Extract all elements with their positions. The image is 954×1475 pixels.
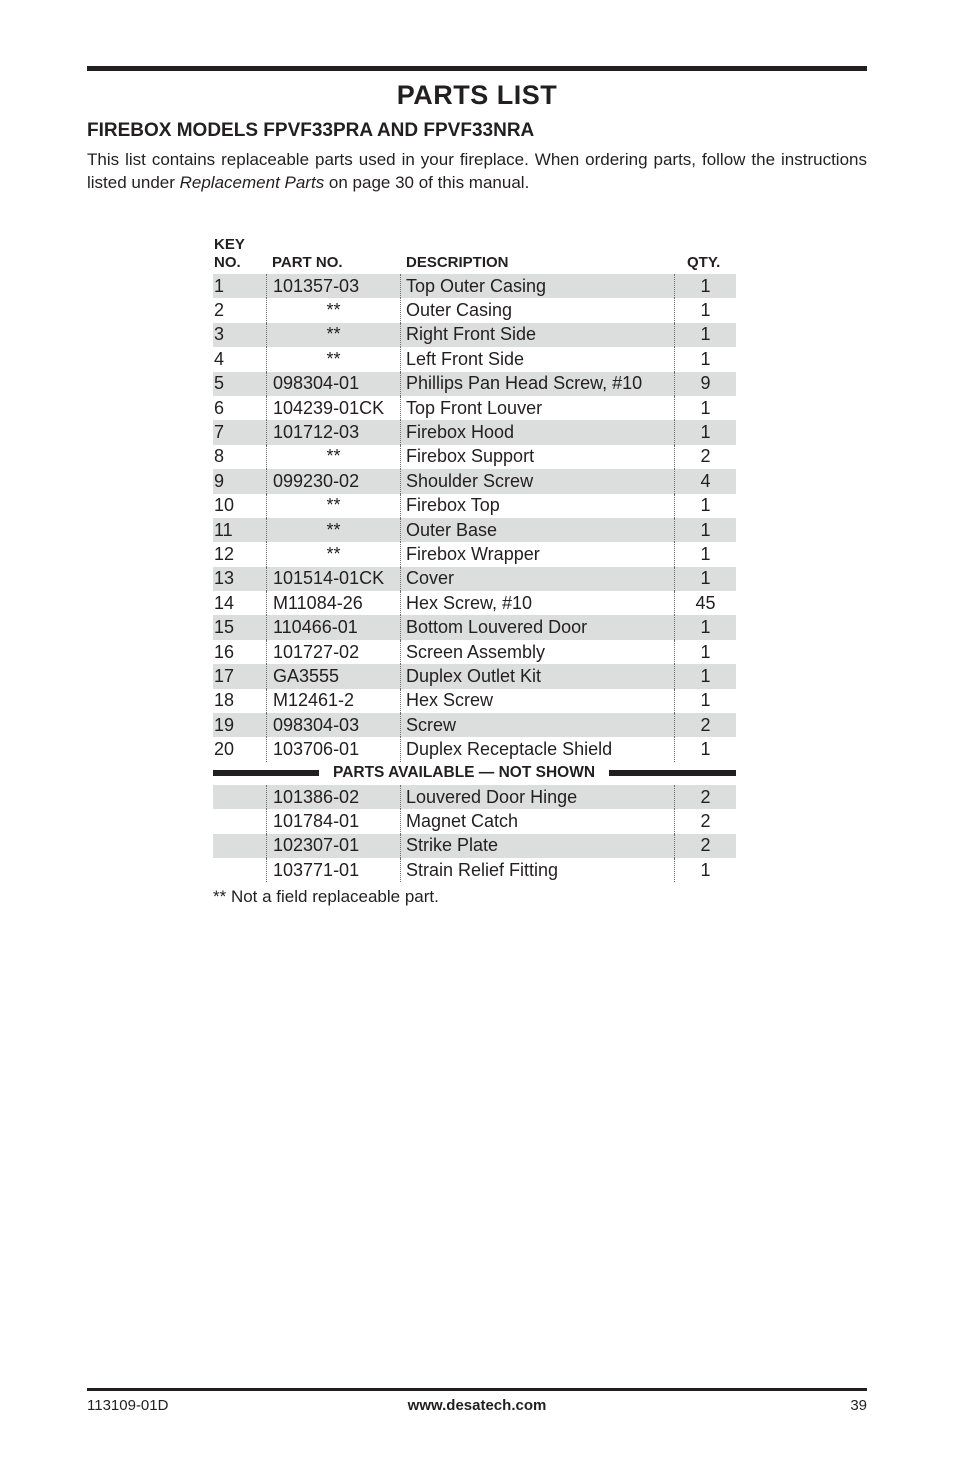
description-cell: Magnet Catch: [400, 809, 674, 833]
part-no-cell: 104239-01CK: [266, 396, 400, 420]
description-cell: Top Outer Casing: [400, 274, 674, 298]
table-row: [213, 591, 736, 615]
description-cell: Hex Screw, #10: [400, 591, 674, 615]
description-cell: Duplex Receptacle Shield: [400, 737, 674, 761]
table-row: [213, 664, 736, 688]
part-no-cell: 101784-01: [266, 809, 400, 833]
part-no-cell: 101357-03: [266, 274, 400, 298]
table-row: [213, 858, 736, 882]
description-cell: Strain Relief Fitting: [400, 858, 674, 882]
part-no-cell: **: [266, 298, 400, 322]
table-row: [213, 298, 736, 322]
intro-paragraph: [87, 148, 867, 194]
description-cell: Louvered Door Hinge: [400, 785, 674, 809]
table-row: [213, 809, 736, 833]
qty-cell: 1: [674, 689, 736, 713]
description-cell: Firebox Top: [400, 494, 674, 518]
key-no-cell: 2: [214, 300, 225, 321]
qty-cell: 1: [674, 274, 736, 298]
qty-cell: 9: [674, 372, 736, 396]
key-no-cell: [213, 809, 266, 833]
qty-cell: 1: [674, 858, 736, 882]
key-no-cell: 5: [214, 373, 225, 394]
table-row: [213, 420, 736, 444]
website: www.desatech.com: [407, 1397, 547, 1414]
parts-rows: [213, 274, 736, 762]
table-row: [213, 689, 736, 713]
table-row: [213, 567, 736, 591]
part-no-cell: **: [266, 347, 400, 371]
part-no-cell: 101386-02: [266, 785, 400, 809]
page-number: 39: [850, 1397, 867, 1414]
part-no-cell: **: [266, 542, 400, 566]
description-cell: Outer Casing: [400, 298, 674, 322]
footnote: ** Not a field replaceable part.: [213, 887, 439, 907]
qty-cell: 1: [674, 420, 736, 444]
header-key-line1: KEY: [214, 236, 245, 253]
description-cell: Firebox Wrapper: [400, 542, 674, 566]
not-shown-rows: [213, 785, 736, 883]
part-no-cell: 110466-01: [266, 615, 400, 639]
key-no-cell: 13: [214, 568, 235, 589]
part-no-cell: 101712-03: [266, 420, 400, 444]
table-row: [213, 323, 736, 347]
description-cell: Cover: [400, 567, 674, 591]
description-cell: Bottom Louvered Door: [400, 615, 674, 639]
qty-cell: 1: [674, 640, 736, 664]
qty-cell: 2: [674, 809, 736, 833]
header-description: DESCRIPTION: [406, 254, 509, 271]
key-no-cell: [213, 858, 266, 882]
key-no-cell: 9: [214, 470, 225, 491]
bottom-rule: [87, 1388, 867, 1391]
header-key-line2: NO.: [214, 254, 241, 271]
key-no-cell: 10: [214, 495, 235, 516]
description-cell: Strike Plate: [400, 834, 674, 858]
description-cell: Hex Screw: [400, 689, 674, 713]
table-row: [213, 494, 736, 518]
key-no-cell: 11: [214, 519, 233, 540]
part-no-cell: M11084-26: [266, 591, 400, 615]
intro-text-end: on page 30 of this manual.: [324, 173, 530, 192]
table-row: [213, 542, 736, 566]
key-no-cell: 7: [214, 422, 225, 443]
table-row: [213, 274, 736, 298]
not-shown-divider: [213, 762, 736, 785]
description-cell: Shoulder Screw: [400, 469, 674, 493]
part-no-cell: **: [266, 518, 400, 542]
table-row: [213, 834, 736, 858]
key-no-cell: 8: [214, 446, 225, 467]
qty-cell: 1: [674, 542, 736, 566]
table-row: [213, 469, 736, 493]
doc-number: 113109-01D: [87, 1397, 169, 1414]
key-no-cell: 15: [214, 617, 235, 638]
qty-cell: 1: [674, 567, 736, 591]
key-no-cell: 20: [214, 739, 235, 760]
key-no-cell: 18: [214, 690, 235, 711]
description-cell: Right Front Side: [400, 323, 674, 347]
key-no-cell: 14: [214, 592, 235, 613]
key-no-cell: 12: [214, 543, 235, 564]
qty-cell: 1: [674, 494, 736, 518]
qty-cell: 1: [674, 323, 736, 347]
description-cell: Screw: [400, 713, 674, 737]
table-row: [213, 615, 736, 639]
qty-cell: 2: [674, 713, 736, 737]
header-part-no: PART NO.: [272, 254, 343, 271]
description-cell: Firebox Hood: [400, 420, 674, 444]
description-cell: Duplex Outlet Kit: [400, 664, 674, 688]
part-no-cell: 098304-03: [266, 713, 400, 737]
qty-cell: 4: [674, 469, 736, 493]
key-no-cell: 1: [214, 275, 225, 296]
key-no-cell: 3: [214, 324, 225, 345]
description-cell: Top Front Louver: [400, 396, 674, 420]
table-row: [213, 396, 736, 420]
intro-text-italic: Replacement Parts: [179, 173, 325, 192]
key-no-cell: [213, 834, 266, 858]
page-title: PARTS LIST: [396, 80, 558, 110]
key-no-cell: [213, 785, 266, 809]
qty-cell: 45: [674, 591, 736, 615]
part-no-cell: **: [266, 494, 400, 518]
qty-cell: 1: [674, 518, 736, 542]
part-no-cell: **: [266, 323, 400, 347]
description-cell: Left Front Side: [400, 347, 674, 371]
top-rule: [87, 66, 867, 71]
table-row: [213, 372, 736, 396]
part-no-cell: GA3555: [266, 664, 400, 688]
divider-bar-right: [609, 770, 736, 776]
description-cell: Phillips Pan Head Screw, #10: [400, 372, 674, 396]
key-no-cell: 19: [214, 714, 235, 735]
key-no-cell: 6: [214, 397, 225, 418]
part-no-cell: 103706-01: [266, 737, 400, 761]
qty-cell: 1: [674, 298, 736, 322]
not-shown-label: PARTS AVAILABLE — NOT SHOWN: [333, 764, 596, 782]
description-cell: Firebox Support: [400, 445, 674, 469]
part-no-cell: M12461-2: [266, 689, 400, 713]
table-row: [213, 737, 736, 761]
divider-bar-left: [213, 770, 319, 776]
intro-text-start: This list contains replaceable parts used in your fireplace. When ordering parts, follow the instructions listed under: [87, 150, 867, 192]
part-no-cell: 099230-02: [266, 469, 400, 493]
table-row: [213, 518, 736, 542]
key-no-cell: 17: [214, 665, 235, 686]
qty-cell: 1: [674, 396, 736, 420]
key-no-cell: 4: [214, 348, 225, 369]
parts-table: [213, 232, 736, 907]
qty-cell: 1: [674, 347, 736, 371]
table-row: [213, 640, 736, 664]
part-no-cell: 098304-01: [266, 372, 400, 396]
part-no-cell: 102307-01: [266, 834, 400, 858]
description-cell: Outer Base: [400, 518, 674, 542]
table-row: [213, 445, 736, 469]
table-row: [213, 785, 736, 809]
qty-cell: 2: [674, 445, 736, 469]
qty-cell: 2: [674, 834, 736, 858]
part-no-cell: 103771-01: [266, 858, 400, 882]
key-no-cell: 16: [214, 641, 235, 662]
header-qty: QTY.: [687, 254, 721, 271]
qty-cell: 2: [674, 785, 736, 809]
table-row: [213, 347, 736, 371]
description-cell: Screen Assembly: [400, 640, 674, 664]
header-key-no: [214, 236, 245, 272]
part-no-cell: 101514-01CK: [266, 567, 400, 591]
section-heading: FIREBOX MODELS FPVF33PRA AND FPVF33NRA: [87, 120, 535, 141]
table-row: [213, 713, 736, 737]
qty-cell: 1: [674, 615, 736, 639]
part-no-cell: **: [266, 445, 400, 469]
part-no-cell: 101727-02: [266, 640, 400, 664]
qty-cell: 1: [674, 664, 736, 688]
table-header: [213, 232, 736, 274]
qty-cell: 1: [674, 737, 736, 761]
